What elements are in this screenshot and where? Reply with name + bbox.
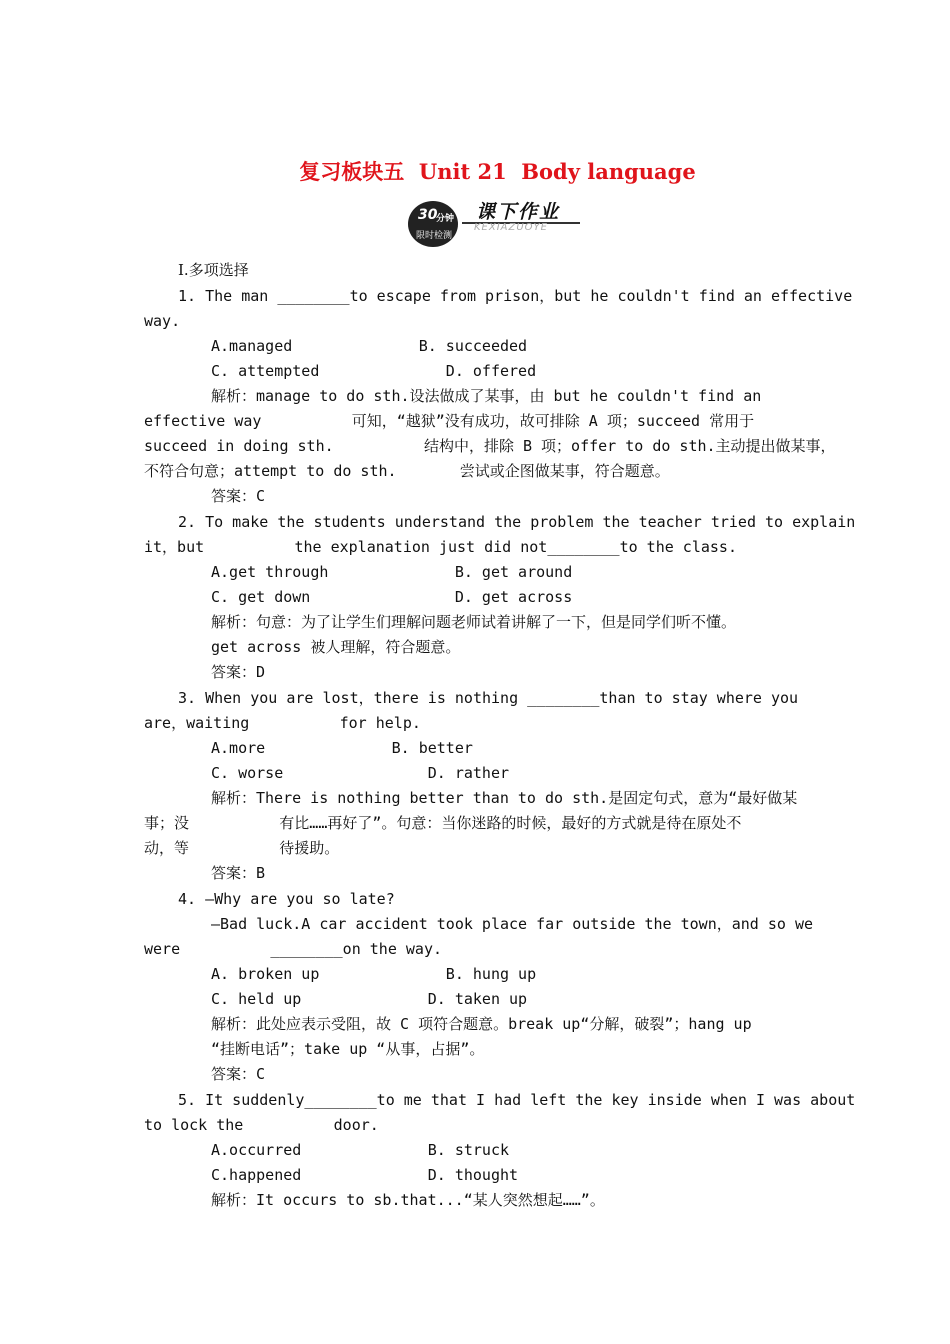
q4-options-cd: C. held up D. taken up — [211, 990, 528, 1008]
badge-pinyin: KEXIAZUOYE — [474, 222, 548, 233]
q1-analysis-cont: effective way 可知，“越狱”没有成功，故可排除 A 项；succeed 常用于 — [144, 412, 755, 430]
q3-options-cd: C. worse D. rather — [211, 764, 510, 782]
q3-analysis: 解析：There is nothing better than to do sth.是固定句式，意为“最好做某 — [211, 789, 798, 807]
q4-answer: 答案：C — [211, 1065, 266, 1083]
q2-options-ab: A.get through B. get around — [211, 563, 573, 581]
q2-analysis-cont: get across 被人理解，符合题意。 — [211, 638, 461, 656]
q2-stem: 2. To make the students understand the problem the teacher tried to explain — [178, 513, 856, 531]
q2-analysis: 解析：句意：为了让学生们理解问题老师试着讲解了一下，但是同学们听不懂。 — [211, 613, 737, 631]
homework-badge — [404, 197, 582, 251]
q4-analysis-cont: “挂断电话”；take up “从事，占据”。 — [211, 1040, 485, 1058]
q2-answer: 答案：D — [211, 663, 266, 681]
q4-stem-cont: were ________on the way. — [144, 940, 443, 958]
q3-stem: 3. When you are lost，there is nothing ________than to stay where you — [178, 689, 799, 707]
q1-analysis: 解析：manage to do sth.设法做成了某事，由 but he couldn't find an — [211, 387, 762, 405]
section-heading: Ⅰ.多项选择 — [178, 261, 249, 279]
q1-analysis-cont: succeed in doing sth. 结构中，排除 B 项；offer to do sth.主动提出做某事， — [144, 437, 836, 455]
q3-analysis-cont: 事；没 有比……再好了”。句意：当你迷路的时候，最好的方式就是待在原处不 — [144, 814, 742, 832]
q5-stem-cont: to lock the door. — [144, 1116, 379, 1134]
q5-options-cd: C.happened D. thought — [211, 1166, 519, 1184]
q4-options-ab: A. broken up B. hung up — [211, 965, 537, 983]
q3-stem-cont: are，waiting for help. — [144, 714, 421, 732]
q1-options-ab: A.managed B. succeeded — [211, 337, 528, 355]
q5-options-ab: A.occurred B. struck — [211, 1141, 510, 1159]
q3-analysis-cont: 动，等 待援助。 — [144, 839, 340, 857]
page-title: 复习板块五 Unit 21 Body language — [299, 159, 696, 184]
q1-answer: 答案：C — [211, 487, 266, 505]
q3-answer: 答案：B — [211, 864, 266, 882]
badge-label: 课下作业 — [476, 201, 561, 223]
q2-stem-cont: it，but the explanation just did not________to the class. — [144, 538, 737, 556]
timer-badge-icon — [408, 201, 458, 247]
q1-options-cd: C. attempted D. offered — [211, 362, 537, 380]
q1-stem-cont: way. — [144, 312, 181, 330]
badge-number: 30 — [418, 207, 438, 223]
q5-stem: 5. It suddenly________to me that I had left the key inside when I was about — [178, 1091, 856, 1109]
q5-analysis: 解析：It occurs to sb.that...“某人突然想起……”。 — [211, 1191, 605, 1209]
badge-unit: 分钟 — [436, 214, 455, 224]
q1-analysis-cont: 不符合句意；attempt to do sth. 尝试或企图做某事，符合题意。 — [144, 462, 670, 480]
q4-stem-cont: —Bad luck.A car accident took place far outside the town，and so we — [211, 915, 813, 933]
q3-options-ab: A.more B. better — [211, 739, 473, 757]
q4-stem: 4. —Why are you so late? — [178, 890, 395, 908]
q2-options-cd: C. get down D. get across — [211, 588, 573, 606]
q1-stem: 1. The man ________to escape from prison，but he couldn't find an effective — [178, 287, 853, 305]
q4-analysis: 解析：此处应表示受阻，故 C 项符合题意。break up“分解，破裂”；hang up — [211, 1015, 752, 1033]
badge-limit: 限时检测 — [416, 231, 453, 241]
